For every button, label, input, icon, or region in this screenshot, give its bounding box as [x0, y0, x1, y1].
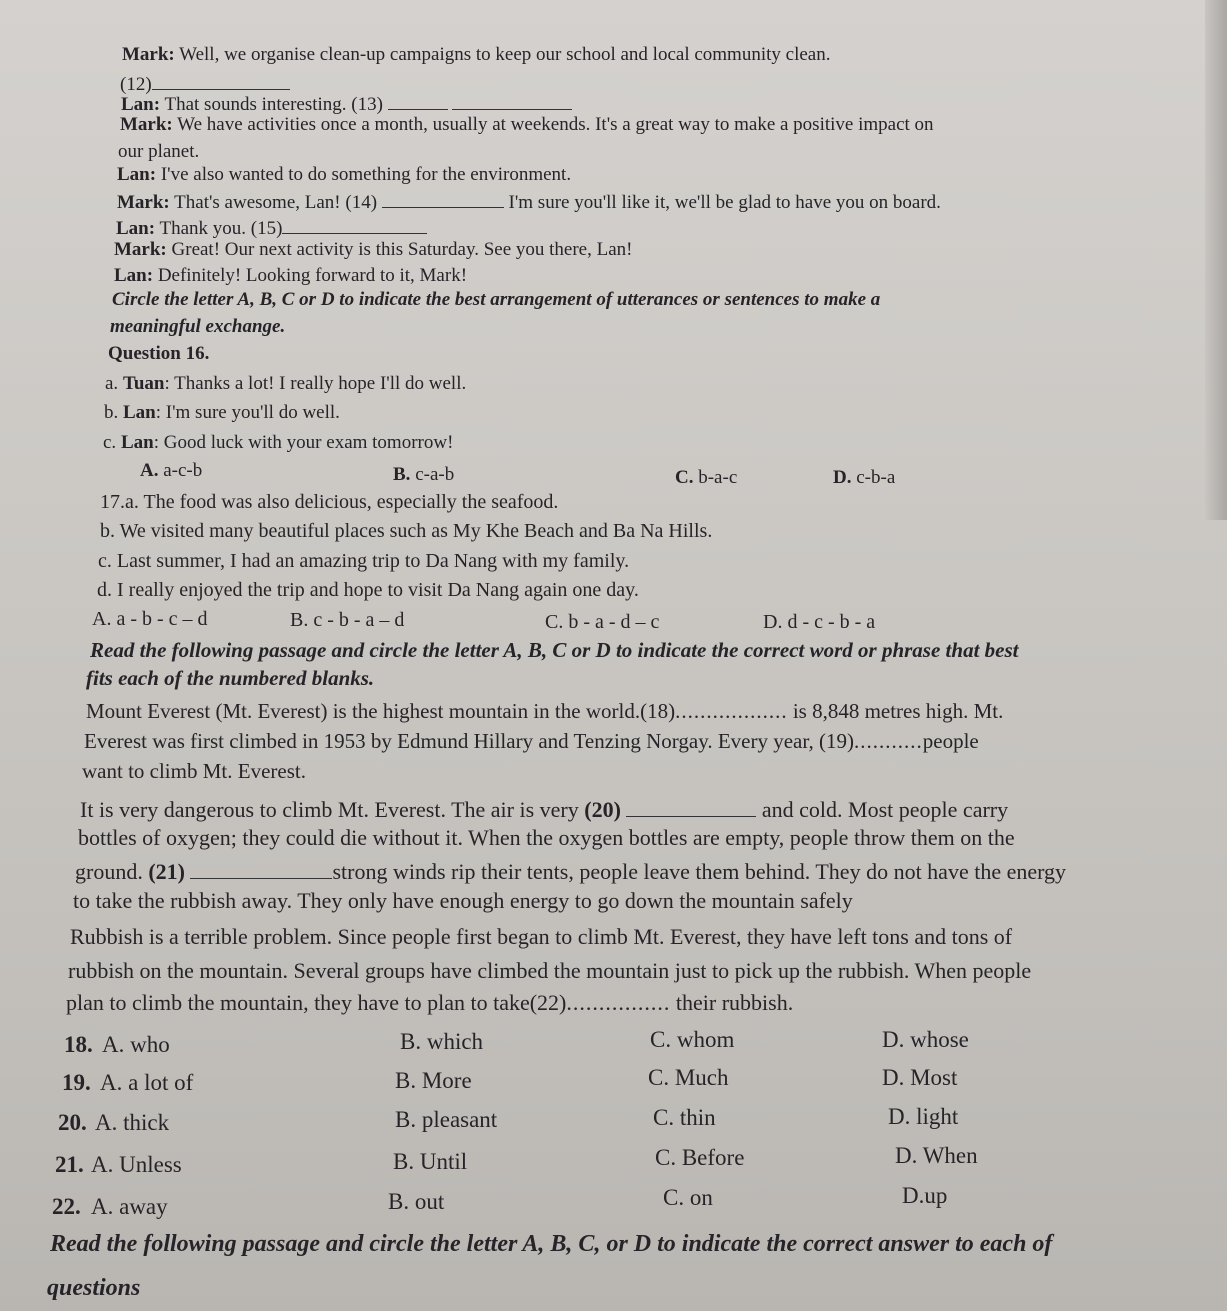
q21-option-a[interactable]: A. Unless — [91, 1152, 182, 1177]
q17-item-b: b. We visited many beautiful places such as My Khe Beach and Ba Na Hills. — [100, 520, 713, 542]
blank-18[interactable]: .................. — [675, 699, 788, 723]
q21-option-c[interactable]: C. Before — [655, 1145, 745, 1170]
q20-option-c[interactable]: C. thin — [653, 1105, 716, 1130]
q19-option-a[interactable]: A. a lot of — [100, 1070, 194, 1095]
q21-option-d[interactable]: D. When — [895, 1143, 978, 1168]
blank-12[interactable] — [152, 72, 290, 90]
dialogue-line-4: Mark: We have activities once a month, usually at weekends. It's a great way to make a positive impact on — [120, 114, 934, 135]
passage-line-9: rubbish on the mountain. Several groups have climbed the mountain just to pick up the rubbish. When people — [68, 958, 1032, 983]
q19-num: 19. — [62, 1070, 91, 1095]
q20-num: 20. — [58, 1110, 87, 1135]
instruction-passage-line-1: Read the following passage and circle the letter A, B, C or D to indicate the correct word or phrase that best — [90, 638, 1019, 662]
q21-option-b[interactable]: B. Until — [393, 1149, 468, 1174]
instruction-reading-line-2: questions — [47, 1275, 141, 1301]
q18-num: 18. — [64, 1032, 93, 1057]
passage-line-3: want to climb Mt. Everest. — [82, 759, 306, 783]
passage-line-6: ground. (21) strong winds rip their tents, people leave them behind. They do not have the energy — [75, 858, 1067, 884]
dialogue-line-6: Lan: I've also wanted to do something for the environment. — [117, 164, 572, 185]
q20-option-a[interactable]: A. thick — [95, 1110, 170, 1135]
q16-option-d[interactable]: D. c-b-a — [833, 467, 896, 488]
q19-option-b[interactable]: B. More — [395, 1068, 472, 1093]
passage-line-1: Mount Everest (Mt. Everest) is the highest mountain in the world.(18).................. is 8,848 metres high. Mt. — [86, 699, 1004, 723]
instruction-arrangement-line-2: meaningful exchange. — [110, 316, 286, 337]
q17-option-c[interactable]: C. b - a - d – c — [545, 611, 660, 633]
q16-option-a[interactable]: A. a-c-b — [140, 460, 203, 481]
blank-21[interactable] — [190, 858, 332, 879]
q22-option-c[interactable]: C. on — [663, 1185, 713, 1210]
q17-option-a[interactable]: A. a - b - c – d — [92, 608, 208, 630]
q20-option-d[interactable]: D. light — [888, 1104, 959, 1129]
passage-line-10: plan to climb the mountain, they have to plan to take(22)................ their rubbish. — [66, 990, 794, 1015]
dialogue-line-2: (12) — [120, 72, 290, 94]
page-edge — [1205, 0, 1227, 520]
q19-option-c[interactable]: C. Much — [648, 1065, 729, 1090]
q16-item-b: b. Lan: I'm sure you'll do well. — [104, 402, 340, 423]
passage-line-7: to take the rubbish away. They only have enough energy to go down the mountain safely — [73, 888, 853, 913]
passage-line-4: It is very dangerous to climb Mt. Everest. The air is very (20) and cold. Most people carry — [80, 796, 1009, 822]
q16-item-c: c. Lan: Good luck with your exam tomorrow! — [103, 432, 454, 453]
blank-20[interactable] — [626, 796, 756, 817]
q21-num: 21. — [55, 1152, 84, 1177]
blank-22[interactable]: ................ — [566, 990, 671, 1015]
q18-option-c[interactable]: C. whom — [650, 1027, 735, 1052]
q18-option-d[interactable]: D. whose — [882, 1027, 969, 1052]
instruction-arrangement-line-1: Circle the letter A, B, C or D to indicate the best arrangement of utterances or sentences to make a — [112, 289, 881, 310]
passage-line-8: Rubbish is a terrible problem. Since people first began to climb Mt. Everest, they have left tons and tons of — [70, 924, 1013, 949]
dialogue-line-7: Mark: That's awesome, Lan! (14) I'm sure you'll like it, we'll be glad to have you on board. — [117, 190, 941, 212]
blank-15[interactable] — [282, 216, 427, 234]
blank-19[interactable]: ........... — [854, 729, 923, 753]
blank-13a[interactable] — [388, 92, 448, 110]
q20-option-b[interactable]: B. pleasant — [395, 1107, 498, 1132]
passage-line-5: bottles of oxygen; they could die without it. When the oxygen bottles are empty, people throw them on the — [78, 825, 1015, 850]
q17-option-d[interactable]: D. d - c - b - a — [763, 611, 876, 633]
dialogue-line-1: Mark: Well, we organise clean-up campaigns to keep our school and local community clean. — [122, 44, 831, 65]
q22-option-d[interactable]: D.up — [902, 1183, 948, 1208]
q16-option-c[interactable]: C. b-a-c — [675, 467, 738, 488]
q22-option-a[interactable]: A. away — [91, 1194, 168, 1219]
q17-item-a: 17.a. The food was also delicious, especially the seafood. — [100, 491, 559, 513]
dialogue-line-8: Lan: Thank you. (15) — [116, 216, 427, 238]
dialogue-line-3: Lan: That sounds interesting. (13) — [121, 92, 572, 114]
q22-option-b[interactable]: B. out — [388, 1189, 445, 1214]
q19-option-d[interactable]: D. Most — [882, 1065, 958, 1090]
blank-13b[interactable] — [452, 92, 572, 110]
q17-option-b[interactable]: B. c - b - a – d — [290, 609, 405, 631]
q17-item-c: c. Last summer, I had an amazing trip to Da Nang with my family. — [98, 550, 630, 572]
q17-item-d: d. I really enjoyed the trip and hope to visit Da Nang again one day. — [97, 579, 639, 601]
blank-14[interactable] — [382, 190, 504, 208]
q18-option-b[interactable]: B. which — [400, 1029, 484, 1054]
instruction-passage-line-2: fits each of the numbered blanks. — [86, 666, 375, 690]
passage-line-2: Everest was first climbed in 1953 by Edmund Hillary and Tenzing Norgay. Every year, (19)...........people — [84, 729, 979, 753]
instruction-reading-line-1: Read the following passage and circle the letter A, B, C, or D to indicate the correct answer to each of — [50, 1231, 1053, 1257]
dialogue-line-9: Mark: Great! Our next activity is this Saturday. See you there, Lan! — [114, 239, 633, 260]
dialogue-line-5: our planet. — [118, 141, 200, 162]
q18-option-a[interactable]: A. who — [102, 1032, 170, 1057]
question-16-title: Question 16. — [108, 343, 210, 364]
q16-item-a: a. Tuan: Thanks a lot! I really hope I'll do well. — [105, 373, 467, 394]
dialogue-line-10: Lan: Definitely! Looking forward to it, Mark! — [114, 265, 468, 286]
q22-num: 22. — [52, 1194, 81, 1219]
q16-option-b[interactable]: B. c-a-b — [393, 464, 455, 485]
